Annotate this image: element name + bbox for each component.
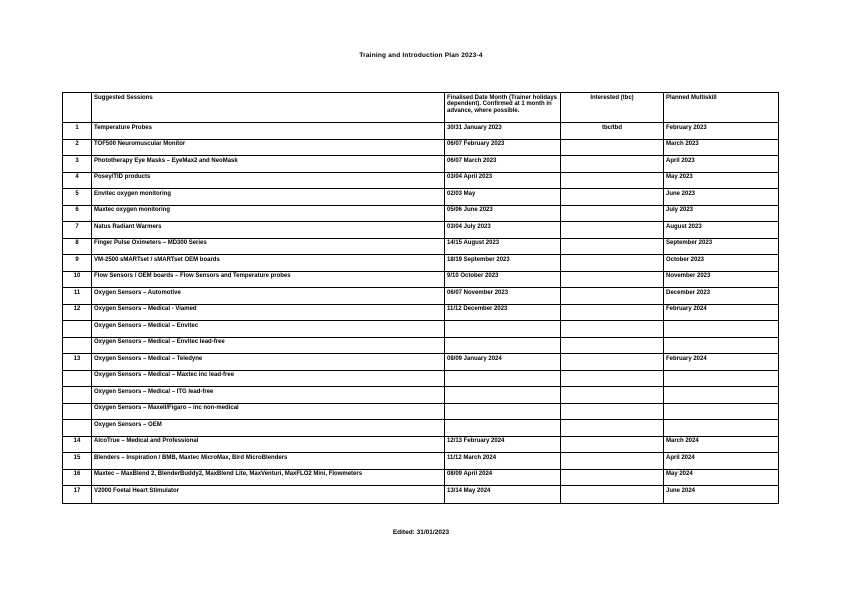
row-item-cell: Oxygen Sensors – Medical - Viamed bbox=[92, 305, 445, 321]
row-number-cell bbox=[63, 371, 92, 387]
row-date-cell: 18/19 September 2023 bbox=[445, 255, 561, 271]
row-item-cell: Maxtec – MaxBlend 2, BlenderBuddy2, MaxBlend Lite, MaxVenturi, MaxFLO2 Mini, Flowmeters bbox=[92, 470, 445, 486]
row-item-cell: Maxtec oxygen monitoring bbox=[92, 206, 445, 222]
row-date-cell bbox=[445, 338, 561, 354]
row-interested-cell bbox=[561, 140, 664, 156]
row-interested-cell bbox=[561, 156, 664, 172]
row-date-cell bbox=[445, 321, 561, 337]
row-planned-cell: March 2024 bbox=[666, 438, 699, 444]
table-row bbox=[63, 486, 778, 503]
row-planned-cell bbox=[664, 371, 776, 387]
table-row bbox=[63, 173, 778, 190]
row-date-cell: 06/07 March 2023 bbox=[445, 156, 561, 172]
row-planned-cell: February 2023 bbox=[666, 124, 707, 131]
row-planned-cell: October 2023 bbox=[666, 256, 705, 263]
table-row bbox=[63, 222, 778, 239]
row-number-cell bbox=[63, 420, 92, 436]
document-footer: Edited: 31/01/2023 bbox=[392, 529, 450, 536]
row-item-cell: Oxygen Sensors – Automotive bbox=[92, 288, 445, 304]
table-row bbox=[63, 371, 778, 388]
column-header-planned: Planned Multiskill bbox=[666, 94, 717, 101]
row-planned-cell bbox=[664, 420, 776, 436]
row-planned-cell bbox=[664, 321, 776, 337]
table-row bbox=[63, 123, 778, 140]
table-row bbox=[63, 387, 778, 404]
row-interested-cell bbox=[561, 189, 664, 205]
row-number-cell bbox=[63, 387, 92, 403]
row-number-cell: 15 bbox=[63, 453, 92, 469]
row-number-cell bbox=[63, 404, 92, 420]
row-planned-cell: November 2023 bbox=[666, 273, 711, 279]
row-interested-cell: tbc/tbd bbox=[561, 123, 664, 139]
row-item-cell: Oxygen Sensors – OEM bbox=[92, 420, 445, 436]
row-number-cell: 17 bbox=[63, 486, 92, 503]
table-row bbox=[63, 470, 778, 487]
row-date-cell: 03/04 April 2023 bbox=[445, 173, 561, 189]
row-planned-cell: March 2023 bbox=[666, 141, 699, 147]
row-number-cell bbox=[63, 338, 92, 354]
row-number-cell: 14 bbox=[63, 437, 92, 453]
row-interested-cell bbox=[561, 338, 664, 354]
row-date-cell bbox=[445, 371, 561, 387]
column-header-number bbox=[63, 93, 92, 122]
row-date-cell: 06/07 November 2023 bbox=[445, 288, 561, 304]
row-date-cell: 08/09 April 2024 bbox=[445, 470, 561, 486]
table-row bbox=[63, 321, 778, 338]
row-date-cell bbox=[445, 387, 561, 403]
row-item-cell: Flow Sensors / OEM boards – Flow Sensors and Temperature probes bbox=[92, 272, 445, 288]
table-row bbox=[63, 338, 778, 355]
table-row bbox=[63, 140, 778, 157]
row-interested-cell bbox=[561, 321, 664, 337]
row-interested-cell bbox=[561, 354, 664, 370]
row-date-cell bbox=[445, 404, 561, 420]
row-number-cell: 6 bbox=[63, 206, 92, 222]
row-number-cell: 7 bbox=[63, 222, 92, 238]
row-planned-cell: July 2023 bbox=[666, 207, 694, 213]
table-header-row bbox=[63, 93, 778, 123]
row-planned-cell: May 2023 bbox=[666, 174, 693, 180]
row-item-cell: Oxygen Sensors – Medical – Envitec bbox=[92, 321, 445, 337]
row-planned-cell: February 2024 bbox=[666, 355, 707, 362]
row-planned-cell: December 2023 bbox=[666, 289, 711, 296]
row-date-cell: 12/13 February 2024 bbox=[445, 437, 561, 453]
row-interested-cell bbox=[561, 173, 664, 189]
row-item-cell: TOF500 Neuromuscular Monitor bbox=[92, 140, 445, 156]
row-item-cell: Natus Radiant Warmers bbox=[92, 222, 445, 238]
column-header-date: Finalised Date Month (Trainer holidays dependent). Confirmed at 1 month in advance, where possible. bbox=[445, 93, 561, 122]
row-number-cell: 9 bbox=[63, 255, 92, 271]
row-item-cell: Envitec oxygen monitoring bbox=[92, 189, 445, 205]
row-interested-cell bbox=[561, 420, 664, 436]
row-date-cell: 30/31 January 2023 bbox=[445, 123, 561, 139]
row-interested-cell bbox=[561, 470, 664, 486]
table-row bbox=[63, 272, 778, 289]
row-number-cell: 10 bbox=[63, 272, 92, 288]
schedule-table bbox=[62, 92, 779, 504]
row-interested-cell bbox=[561, 437, 664, 453]
row-number-cell: 1 bbox=[63, 123, 92, 139]
row-interested-cell bbox=[561, 371, 664, 387]
row-item-cell: VM-2500 sMARTset / sMARTset OEM boards bbox=[92, 255, 445, 271]
row-interested-cell bbox=[561, 239, 664, 255]
row-number-cell bbox=[63, 321, 92, 337]
row-date-cell: 13/14 May 2024 bbox=[445, 486, 561, 503]
table-row bbox=[63, 453, 778, 470]
row-item-cell: Blenders – Inspiration / BMB, Maxtec MicroMax, Bird MicroBlenders bbox=[92, 453, 445, 469]
row-item-cell: Oxygen Sensors – Maxell/Figaro – inc non-medical bbox=[92, 404, 445, 420]
row-item-cell: V2000 Foetal Heart Stimulator bbox=[92, 486, 445, 503]
row-interested-cell bbox=[561, 222, 664, 238]
row-item-cell: Oxygen Sensors – Medical – Envitec lead-free bbox=[92, 338, 445, 354]
row-planned-cell bbox=[664, 404, 776, 420]
table-row bbox=[63, 404, 778, 421]
table-row bbox=[63, 156, 778, 173]
table-row bbox=[63, 305, 778, 322]
row-date-cell: 02/03 May bbox=[445, 189, 561, 205]
row-date-cell: 03/04 July 2023 bbox=[445, 222, 561, 238]
table-row bbox=[63, 354, 778, 371]
row-number-cell: 2 bbox=[63, 140, 92, 156]
row-planned-cell: February 2024 bbox=[666, 306, 707, 312]
table-row bbox=[63, 239, 778, 256]
row-date-cell: 11/12 December 2023 bbox=[445, 305, 561, 321]
row-item-cell: Temperature Probes bbox=[92, 123, 445, 139]
row-number-cell: 3 bbox=[63, 156, 92, 172]
row-number-cell: 11 bbox=[63, 288, 92, 304]
row-number-cell: 12 bbox=[63, 305, 92, 321]
row-date-cell bbox=[445, 420, 561, 436]
row-item-cell: Oxygen Sensors – Medical – Maxtec inc lead-free bbox=[92, 371, 445, 387]
row-interested-cell bbox=[561, 305, 664, 321]
row-number-cell: 16 bbox=[63, 470, 92, 486]
row-interested-cell bbox=[561, 288, 664, 304]
row-interested-cell bbox=[561, 453, 664, 469]
row-planned-cell: September 2023 bbox=[666, 240, 713, 246]
row-interested-cell bbox=[561, 404, 664, 420]
row-planned-cell: June 2024 bbox=[666, 487, 696, 494]
row-interested-cell bbox=[561, 486, 664, 503]
row-date-cell: 11/12 March 2024 bbox=[445, 453, 561, 469]
column-header-item: Suggested Sessions bbox=[92, 93, 445, 122]
row-number-cell: 13 bbox=[63, 354, 92, 370]
row-planned-cell: June 2023 bbox=[666, 190, 696, 197]
row-item-cell: AlcoTrue – Medical and Professional bbox=[92, 437, 445, 453]
table-row bbox=[63, 189, 778, 206]
row-planned-cell: August 2023 bbox=[666, 223, 702, 230]
row-item-cell: Phototherapy Eye Masks – EyeMax2 and NeoMask bbox=[92, 156, 445, 172]
row-item-cell: Posey/TID products bbox=[92, 173, 445, 189]
row-planned-cell: May 2024 bbox=[666, 471, 693, 477]
row-item-cell: Oxygen Sensors – Medical – Teledyne bbox=[92, 354, 445, 370]
row-interested-cell bbox=[561, 272, 664, 288]
row-planned-cell: April 2023 bbox=[666, 157, 695, 164]
table-row bbox=[63, 288, 778, 305]
row-planned-cell: April 2024 bbox=[666, 454, 695, 461]
row-number-cell: 8 bbox=[63, 239, 92, 255]
row-interested-cell bbox=[561, 206, 664, 222]
row-date-cell: 05/06 June 2023 bbox=[445, 206, 561, 222]
table-row bbox=[63, 437, 778, 454]
row-date-cell: 14/15 August 2023 bbox=[445, 239, 561, 255]
table-row bbox=[63, 206, 778, 223]
row-interested-cell bbox=[561, 387, 664, 403]
row-number-cell: 5 bbox=[63, 189, 92, 205]
table-row bbox=[63, 420, 778, 437]
row-item-cell: Oxygen Sensors – Medical – ITG lead-free bbox=[92, 387, 445, 403]
row-planned-cell bbox=[664, 387, 776, 403]
row-date-cell: 06/07 February 2023 bbox=[445, 140, 561, 156]
document-title: Training and Introduction Plan 2023-4 bbox=[359, 52, 483, 59]
row-interested-cell bbox=[561, 255, 664, 271]
row-planned-cell bbox=[664, 338, 776, 354]
row-date-cell: 9/10 October 2023 bbox=[445, 272, 561, 288]
row-item-cell: Finger Pulse Oximeters – MD300 Series bbox=[92, 239, 445, 255]
table-row bbox=[63, 255, 778, 272]
column-header-interested: Interested (tbc) bbox=[561, 93, 664, 122]
row-number-cell: 4 bbox=[63, 173, 92, 189]
row-date-cell: 08/09 January 2024 bbox=[445, 354, 561, 370]
